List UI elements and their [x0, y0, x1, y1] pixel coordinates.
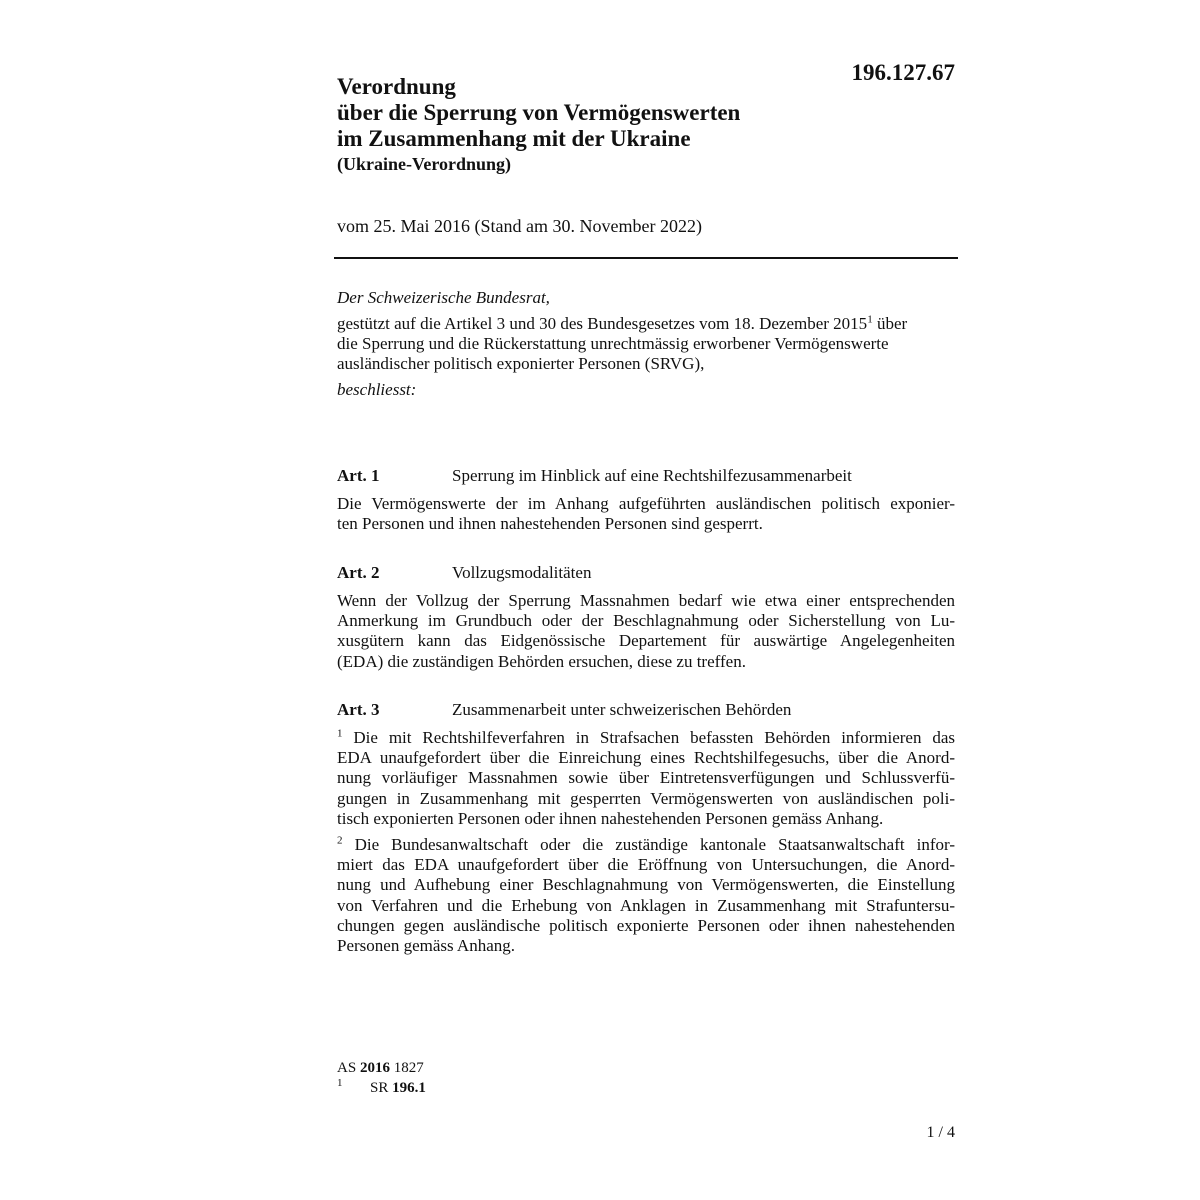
text-line: nung und Aufhebung einer Beschlagnahmung von Vermögenswerten, die Einstellung — [337, 875, 955, 895]
page-number: 1 / 4 — [926, 1124, 955, 1141]
article-title: Vollzugsmodalitäten — [452, 563, 592, 582]
preamble-basis — [337, 314, 957, 374]
article-title: Zusammenarbeit unter schweizerischen Behörden — [452, 700, 792, 719]
article-heading — [337, 700, 955, 724]
text-line — [337, 835, 955, 855]
article-paragraph-2 — [337, 835, 955, 956]
sr-number: 196.127.67 — [851, 60, 955, 85]
as-prefix: AS — [337, 1060, 360, 1076]
footnote-1: 1 SR 196.1 — [337, 1077, 426, 1096]
paragraph-number: 2 — [337, 834, 343, 847]
title-line-2: über die Sperrung von Vermögenswerten — [337, 100, 741, 125]
text-line: Anmerkung im Grundbuch oder der Beschlagnahmung oder Sicherstellung von Lu- — [337, 611, 955, 631]
text-line: nung vorläufiger Massnahmen sowie über Eintretensverfügungen und Schlussverfü- — [337, 768, 955, 788]
text-line: von Verfahren und die Erhebung von Anklagen in Zusammenhang mit Strafuntersu- — [337, 895, 955, 915]
text-line: xusgütern kann das Eidgenössische Departement für auswärtige Angelegenheiten — [337, 631, 955, 651]
preamble-basis-line-1 — [337, 314, 957, 334]
text-line: Die Vermögenswerte der im Anhang aufgeführten ausländischen politisch exponier- — [337, 494, 955, 513]
title-line-3: im Zusammenhang mit der Ukraine — [337, 126, 691, 151]
article-3 — [337, 700, 955, 956]
article-heading — [337, 466, 955, 490]
text-line: Personen gemäss Anhang. — [337, 936, 516, 956]
document-title — [337, 74, 797, 152]
article-2 — [337, 563, 955, 672]
footnote-reference[interactable]: 1 — [867, 313, 873, 326]
text-line: EDA unaufgefordert über die Einreichung eines Rechtshilfegesuchs, über die Anord- — [337, 748, 955, 768]
preamble-resolves: beschliesst: — [337, 380, 417, 399]
preamble-authority: Der Schweizerische Bundesrat, — [337, 288, 550, 307]
footnotes — [337, 1058, 426, 1098]
text-line: (EDA) die zuständigen Behörden ersuchen, diese zu treffen. — [337, 651, 746, 671]
text-line — [337, 728, 955, 748]
paragraph-number: 1 — [337, 727, 343, 740]
text-line: gungen in Zusammenhang mit gesperrten Vermögenswerten von ausländischen poli- — [337, 788, 955, 808]
text-line: miert das EDA unaufgefordert über die Eröffnung von Untersuchungen, die Anord- — [337, 855, 955, 875]
article-number: Art. 1 — [337, 466, 380, 485]
short-title: (Ukraine-Verordnung) — [337, 154, 512, 174]
preamble-basis-line-2: die Sperrung und die Rückerstattung unrechtmässig erworbener Vermögenswerte — [337, 334, 889, 353]
article-number: Art. 3 — [337, 700, 380, 719]
text-line-content: Die Bundesanwaltschaft oder die zuständige kantonale Staatsanwaltschaft infor- — [354, 835, 956, 855]
article-paragraph-1 — [337, 728, 955, 829]
preamble-basis-text: über — [872, 314, 908, 333]
title-line-1: Verordnung — [337, 74, 456, 99]
footnote-number: 196.1 — [392, 1080, 426, 1096]
date-line: vom 25. Mai 2016 (Stand am 30. November 2022) — [337, 216, 702, 236]
header-divider — [334, 257, 958, 259]
text-line: tisch exponierten Personen oder ihnen nahestehenden Personen gemäss Anhang. — [337, 808, 884, 828]
as-page: 1827 — [389, 1060, 424, 1076]
article-paragraph — [337, 591, 955, 672]
article-number: Art. 2 — [337, 563, 380, 582]
article-body — [337, 591, 955, 672]
article-body — [337, 728, 955, 956]
article-paragraph — [337, 494, 955, 534]
as-year: 2016 — [359, 1060, 390, 1076]
article-title: Sperrung im Hinblick auf eine Rechtshilfezusammenarbeit — [452, 466, 852, 485]
article-body — [337, 494, 955, 534]
text-line: ten Personen und ihnen nahestehenden Personen sind gesperrt. — [337, 514, 763, 534]
text-line: chungen gegen ausländische politisch exponierte Personen oder ihnen nahestehenden — [337, 915, 955, 935]
text-line-content: Die mit Rechtshilfeverfahren in Strafsachen befassten Behörden informieren das — [353, 728, 955, 747]
preamble-basis-text: gestützt auf die Artikel 3 und 30 des Bundesgesetzes vom 18. Dezember 2015 — [337, 314, 868, 333]
article-heading — [337, 563, 955, 587]
article-1 — [337, 466, 955, 534]
preamble-basis-line-3: ausländischer politisch exponierter Personen (SRVG), — [337, 354, 705, 373]
as-reference — [337, 1058, 426, 1078]
text-line: Wenn der Vollzug der Sperrung Massnahmen bedarf wie etwa einer entsprechenden — [337, 591, 955, 610]
footnote-prefix: SR — [370, 1080, 393, 1096]
